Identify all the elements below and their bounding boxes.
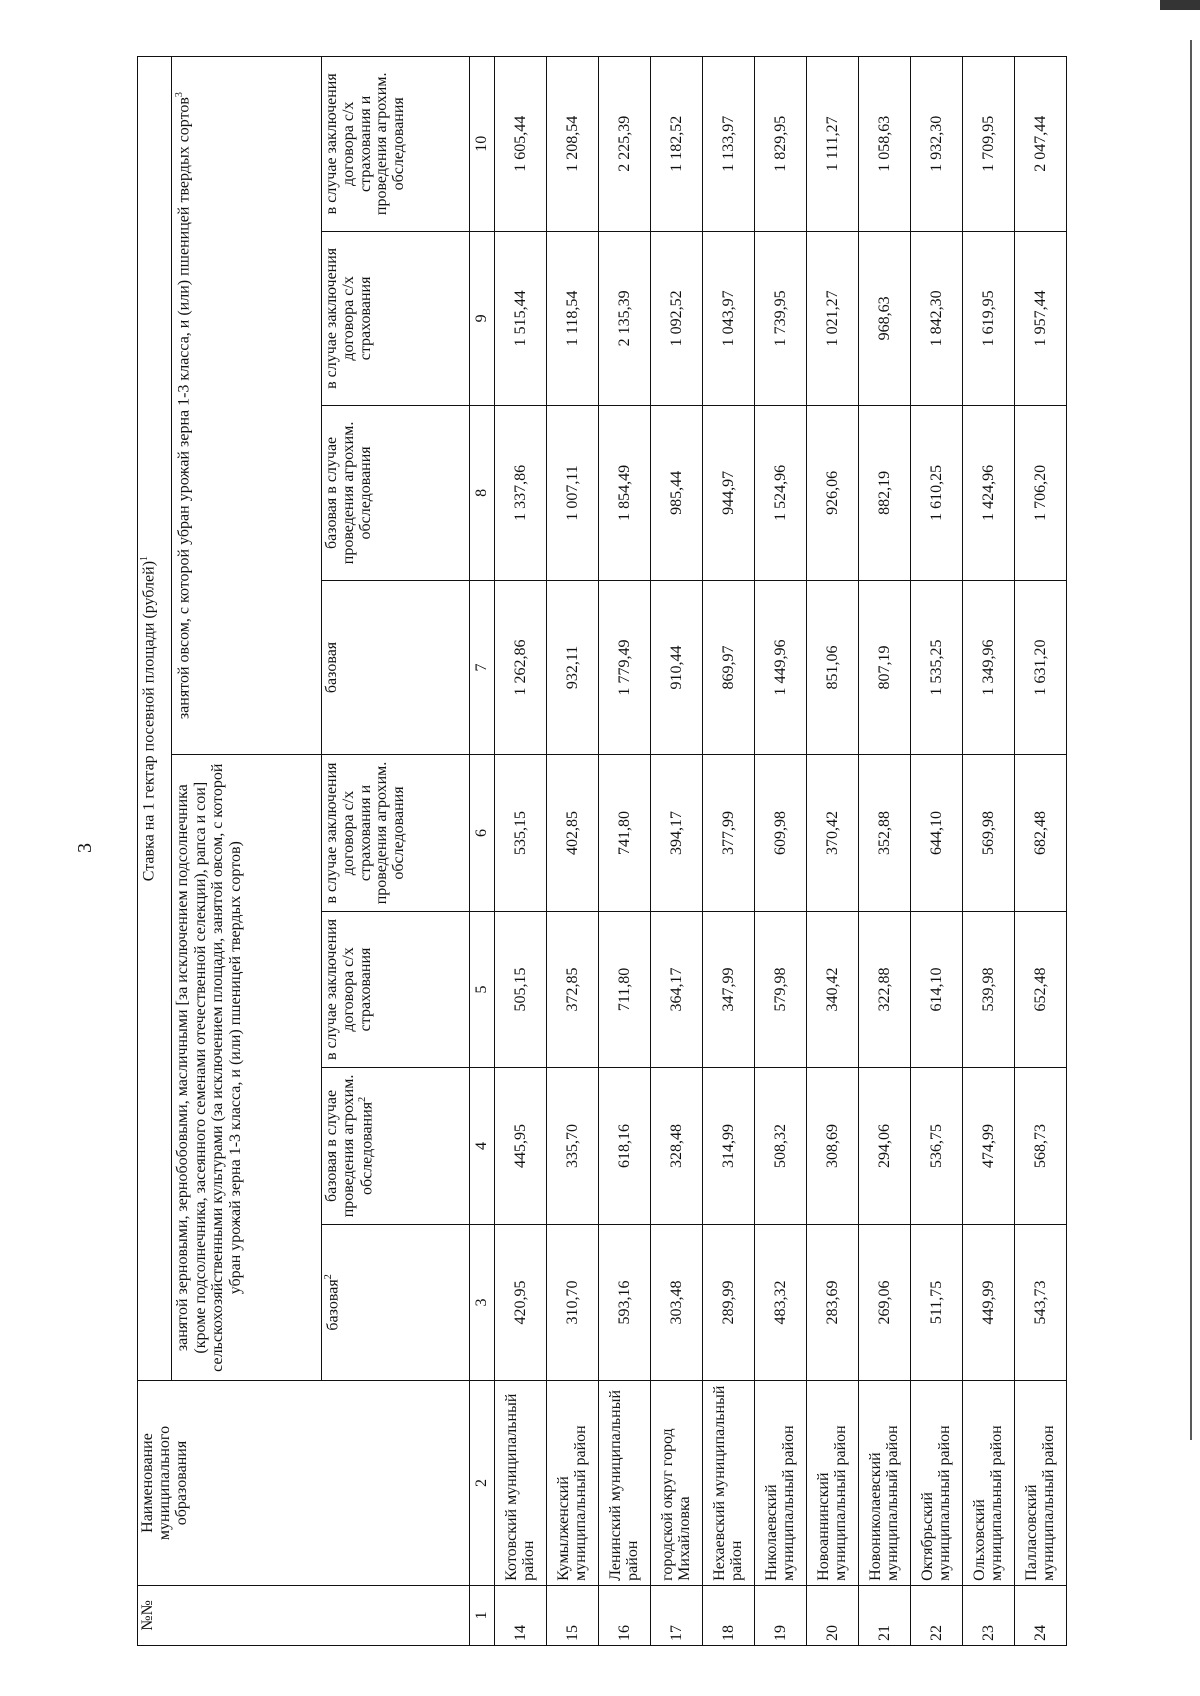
- rate-value: 394,17: [651, 755, 703, 911]
- header-col-7: базовая: [322, 580, 470, 755]
- rate-value: 1 619,95: [963, 231, 1015, 406]
- rate-value: 1 118,54: [547, 231, 599, 406]
- rate-value: 1 854,49: [599, 406, 651, 581]
- rate-value: 1 535,25: [911, 580, 963, 755]
- rate-value: 1 932,30: [911, 57, 963, 232]
- rate-value: 1 957,44: [1015, 231, 1067, 406]
- header-rate: [138, 57, 172, 1381]
- municipality-name: Палласовский муниципальный район: [1015, 1381, 1067, 1586]
- rate-value: 1 182,52: [651, 57, 703, 232]
- rate-value: 569,98: [963, 755, 1015, 911]
- column-index: 6: [470, 755, 495, 911]
- rate-value: 579,98: [755, 911, 807, 1067]
- row-number: 24: [1015, 1585, 1067, 1645]
- rate-value: 402,85: [547, 755, 599, 911]
- rate-value: 505,15: [495, 911, 547, 1067]
- row-number: 21: [859, 1585, 911, 1645]
- header-rate-footnote: 1: [139, 555, 150, 561]
- row-number: 23: [963, 1585, 1015, 1645]
- column-index: 9: [470, 231, 495, 406]
- header-name: Наименование муниципального образования: [138, 1381, 470, 1586]
- rate-value: 347,99: [703, 911, 755, 1067]
- municipality-name: Ленинский муниципальный район: [599, 1381, 651, 1586]
- rate-value: 335,70: [547, 1068, 599, 1224]
- table-row: [755, 57, 807, 1646]
- municipality-name: Кумылженский муниципальный район: [547, 1381, 599, 1586]
- rate-value: 944,97: [703, 406, 755, 581]
- rate-value: 932,11: [547, 580, 599, 755]
- rate-value: 926,06: [807, 406, 859, 581]
- rate-value: 711,80: [599, 911, 651, 1067]
- table-row: [651, 57, 703, 1646]
- rate-value: 652,48: [1015, 911, 1067, 1067]
- municipality-name: Котовский муниципальный район: [495, 1381, 547, 1586]
- table-row: [859, 57, 911, 1646]
- column-index: 3: [470, 1224, 495, 1380]
- header-col-3-footnote: 2: [323, 1274, 334, 1280]
- rate-value: 1 111,27: [807, 57, 859, 232]
- row-number: 18: [703, 1585, 755, 1645]
- rate-value: 1 058,63: [859, 57, 911, 232]
- rate-value: 314,99: [703, 1068, 755, 1224]
- rate-value: 1 424,96: [963, 406, 1015, 581]
- table-row: [703, 57, 755, 1646]
- municipality-name: Ольховский муниципальный район: [963, 1381, 1015, 1586]
- table-body: [495, 57, 1067, 1646]
- rate-value: 851,06: [807, 580, 859, 755]
- rate-value: 449,99: [963, 1224, 1015, 1380]
- rate-value: 869,97: [703, 580, 755, 755]
- municipality-name: Октябрьский муниципальный район: [911, 1381, 963, 1586]
- row-number: 15: [547, 1585, 599, 1645]
- rate-value: 370,42: [807, 755, 859, 911]
- rate-value: 1 515,44: [495, 231, 547, 406]
- rate-value: 283,69: [807, 1224, 859, 1380]
- row-number: 16: [599, 1585, 651, 1645]
- rate-value: 364,17: [651, 911, 703, 1067]
- rate-value: 1 043,97: [703, 231, 755, 406]
- rate-value: 1 829,95: [755, 57, 807, 232]
- rate-value: 1 349,96: [963, 580, 1015, 755]
- column-index: 8: [470, 406, 495, 581]
- header-col-3-text: базовая: [324, 1279, 342, 1331]
- header-group2: [172, 57, 322, 755]
- rates-table: [137, 56, 1067, 1646]
- rate-value: 968,63: [859, 231, 911, 406]
- rate-value: 1 007,11: [547, 406, 599, 581]
- table-row: [599, 57, 651, 1646]
- rate-value: 535,15: [495, 755, 547, 911]
- rate-value: 508,32: [755, 1068, 807, 1224]
- rate-value: 1 524,96: [755, 406, 807, 581]
- rate-value: 1 739,95: [755, 231, 807, 406]
- rate-value: 539,98: [963, 911, 1015, 1067]
- rate-value: 1 337,86: [495, 406, 547, 581]
- table-row: [547, 57, 599, 1646]
- header-col-4-text: базовая в случае проведения агрохим. обследования: [323, 1074, 375, 1218]
- row-number: 22: [911, 1585, 963, 1645]
- page-number: 3: [74, 843, 96, 853]
- rate-value: 340,42: [807, 911, 859, 1067]
- header-col-6: в случае заключения договора с/х страхования и проведения агрохим. обследования: [322, 755, 470, 911]
- column-index: 5: [470, 911, 495, 1067]
- rate-value: 882,19: [859, 406, 911, 581]
- rate-value: 1 092,52: [651, 231, 703, 406]
- rate-value: 1 262,86: [495, 580, 547, 755]
- rate-value: 1 449,96: [755, 580, 807, 755]
- rate-value: 741,80: [599, 755, 651, 911]
- rate-value: 807,19: [859, 580, 911, 755]
- rate-value: 2 135,39: [599, 231, 651, 406]
- rate-value: 328,48: [651, 1068, 703, 1224]
- header-col-4-footnote: 2: [356, 1096, 368, 1102]
- row-number: 17: [651, 1585, 703, 1645]
- rate-value: 483,32: [755, 1224, 807, 1380]
- rate-value: 985,44: [651, 406, 703, 581]
- rate-value: 543,73: [1015, 1224, 1067, 1380]
- header-col-8: базовая в случае проведения агрохим. обследования: [322, 406, 470, 581]
- municipality-name: Новониколаевский муниципальный район: [859, 1381, 911, 1586]
- column-index: 1: [470, 1585, 495, 1645]
- column-index-row: [470, 57, 495, 1646]
- rate-value: 1 605,44: [495, 57, 547, 232]
- rate-value: 910,44: [651, 580, 703, 755]
- table-row: [495, 57, 547, 1646]
- rate-value: 303,48: [651, 1224, 703, 1380]
- rate-value: 614,10: [911, 911, 963, 1067]
- rate-value: 2 225,39: [599, 57, 651, 232]
- header-col-5: в случае заключения договора с/х страхования: [322, 911, 470, 1067]
- rate-value: 682,48: [1015, 755, 1067, 911]
- rate-value: 1 021,27: [807, 231, 859, 406]
- rate-value: 322,88: [859, 911, 911, 1067]
- header-rate-text: Ставка на 1 гектар посевной площади (рублей): [140, 560, 158, 882]
- rate-value: 536,75: [911, 1068, 963, 1224]
- column-index: 10: [470, 57, 495, 232]
- rate-value: 420,95: [495, 1224, 547, 1380]
- header-group2-text: занятой овсом, с которой убран урожай зерна 1-3 класса, и (или) пшеницей твердых сортов: [175, 97, 193, 720]
- table-row: [807, 57, 859, 1646]
- rate-value: 568,73: [1015, 1068, 1067, 1224]
- rate-value: 310,70: [547, 1224, 599, 1380]
- row-number: 19: [755, 1585, 807, 1645]
- row-number: 14: [495, 1585, 547, 1645]
- rate-value: 269,06: [859, 1224, 911, 1380]
- rate-value: 1 133,97: [703, 57, 755, 232]
- header-col-4: [322, 1068, 470, 1224]
- row-number: 20: [807, 1585, 859, 1645]
- column-index: 2: [470, 1381, 495, 1586]
- column-index: 4: [470, 1068, 495, 1224]
- rate-value: 1 706,20: [1015, 406, 1067, 581]
- municipality-name: Нехаевский муниципальный район: [703, 1381, 755, 1586]
- rate-value: 644,10: [911, 755, 963, 911]
- rate-value: 1 631,20: [1015, 580, 1067, 755]
- table-row: [963, 57, 1015, 1646]
- rate-value: 609,98: [755, 755, 807, 911]
- rate-value: 289,99: [703, 1224, 755, 1380]
- header-group1: занятой зерновыми, зернобобовыми, масличными [за исключением подсолнечника (кроме подсолнечника, засеянного семенами отечественной селекции), рапса и сои] сельскохозяйственными культурами (за исключением площади, занятой овсом, с которой убран урожай зерна 1-3 класса, и (или) пшеницей твердых сортов): [172, 755, 322, 1381]
- table-row: [911, 57, 963, 1646]
- rate-value: 372,85: [547, 911, 599, 1067]
- rate-value: 2 047,44: [1015, 57, 1067, 232]
- rate-value: 294,06: [859, 1068, 911, 1224]
- municipality-name: Николаевский муниципальный район: [755, 1381, 807, 1586]
- rate-value: 1 842,30: [911, 231, 963, 406]
- rate-value: 1 610,25: [911, 406, 963, 581]
- municipality-name: городской округ город Михайловка: [651, 1381, 703, 1586]
- rate-value: 445,95: [495, 1068, 547, 1224]
- header-group2-footnote: 3: [174, 92, 185, 98]
- header-no: №№: [138, 1585, 470, 1645]
- header-col-10: в случае заключения договора с/х страхования и проведения агрохим. обследования: [322, 57, 470, 232]
- rate-value: 593,16: [599, 1224, 651, 1380]
- rate-value: 377,99: [703, 755, 755, 911]
- header-col-9: в случае заключения договора с/х страхования: [322, 231, 470, 406]
- column-index: 7: [470, 580, 495, 755]
- rate-value: 308,69: [807, 1068, 859, 1224]
- rate-value: 1 208,54: [547, 57, 599, 232]
- rate-value: 1 709,95: [963, 57, 1015, 232]
- rate-value: 352,88: [859, 755, 911, 911]
- header-col-3: [322, 1224, 470, 1380]
- municipality-name: Новоаннинский муниципальный район: [807, 1381, 859, 1586]
- rate-value: 511,75: [911, 1224, 963, 1380]
- table-row: [1015, 57, 1067, 1646]
- rate-value: 618,16: [599, 1068, 651, 1224]
- rate-value: 474,99: [963, 1068, 1015, 1224]
- rate-value: 1 779,49: [599, 580, 651, 755]
